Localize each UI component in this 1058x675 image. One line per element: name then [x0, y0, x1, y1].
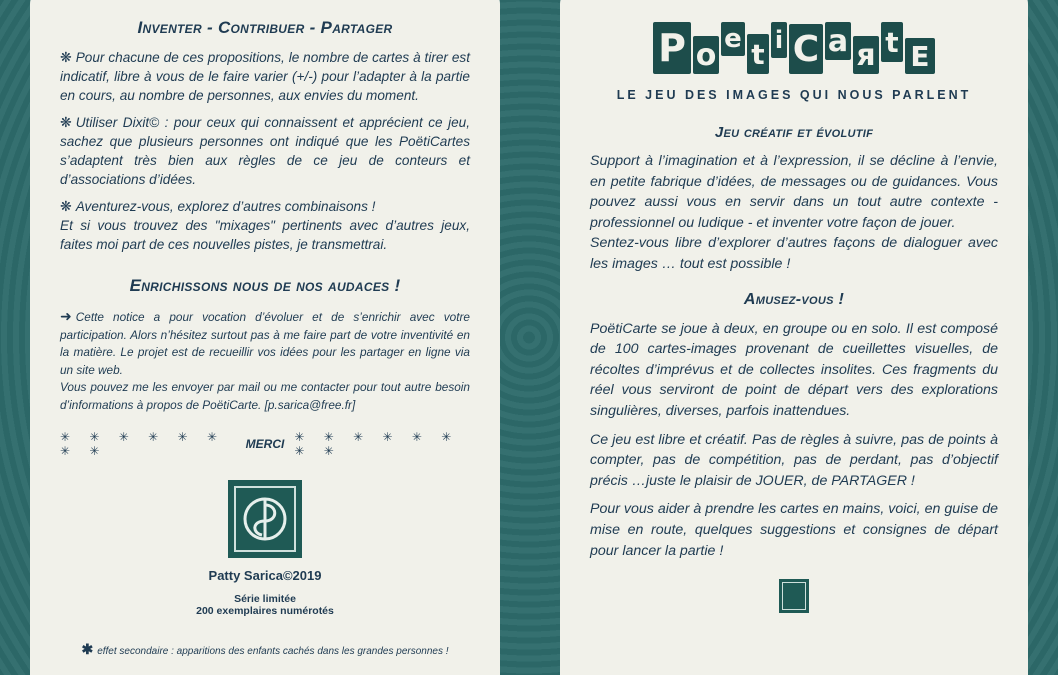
- ps-monogram-logo-icon: [779, 579, 809, 613]
- star-icon: ✱: [81, 641, 94, 657]
- merci-divider: [60, 430, 470, 458]
- section-title-enrichissons: Enrichissons nous de nos audaces !: [129, 276, 401, 295]
- paragraph-propositions: [60, 48, 470, 105]
- poeticarte-logo: [590, 22, 998, 74]
- paragraph-support: Support à l’imagination et à l’expression, il se décline à l’envie, en petite fabrique d’idées, de messages ou de guidances. Vous pouvez aussi vous en servir dans un tout autre contexte - professionnel ou ludique - et inventer votre façon de jouer.: [590, 153, 998, 231]
- right-presentation-panel: [560, 0, 1028, 675]
- paragraph-contact: Vous pouvez me les envoyer par mail ou me contacter pour tout autre besoin d’informations à propos de PoëtiCarte. [p.sarica@free.fr]: [60, 380, 470, 412]
- brand-letter-tile: o: [693, 36, 719, 74]
- asterisk-bullet-icon: ❋: [60, 114, 72, 130]
- asterisk-bullet-icon: ❋: [60, 198, 72, 214]
- paragraph-dixit: [60, 113, 470, 189]
- paragraph-sentez-vous: Sentez-vous libre d’explorer d’autres façons de dialoguer avec les images … tout est possible !: [590, 235, 998, 272]
- arrow-right-icon: ➜: [60, 308, 72, 324]
- brand-letter-tile: e: [721, 22, 745, 56]
- section-title-jeu-creatif: Jeu créatif et évolutif: [714, 124, 874, 141]
- brand-letter-tile: t: [881, 22, 903, 62]
- paragraph-mixages: Et si vous trouvez des "mixages" pertinents avec d’autres jeux, faites moi part de ces nouvelles pistes, je transmettrai.: [60, 218, 470, 252]
- paragraph-aide: Pour vous aider à prendre les cartes en mains, voici, en guise de mise en route, quelques suggestions et consignes de départ pour lancer la partie !: [590, 501, 998, 559]
- paragraph-text: Cette notice a pour vocation d’évoluer et de s’enrichir avec votre participation. Alors n’hésitez surtout pas à me faire part de votre inventivité en la matière. Le projet est de recueillir vos idées pour les partager en ligne via un site web.: [60, 310, 470, 377]
- tagline: LE JEU DES IMAGES QUI NOUS PARLENT: [616, 88, 972, 102]
- brand-letter-tile: E: [905, 38, 935, 74]
- section-title-amusez-vous: Amusez-vous !: [743, 290, 845, 308]
- edition-count: 200 exemplaires numérotés: [196, 605, 334, 617]
- paragraph-libre: Ce jeu est libre et créatif. Pas de règles à suivre, pas de points à compter, pas de compétition, pas de perdant, pas d’objectif précis …juste le plaisir de JOUER, de PARTAGER !: [590, 431, 998, 489]
- left-notice-panel: [30, 0, 500, 675]
- footnote-text: effet secondaire : apparitions des enfants cachés dans les grandes personnes !: [97, 646, 449, 657]
- paragraph-notice: [60, 308, 470, 379]
- star-icon: ✳ ✳ ✳ ✳ ✳ ✳ ✳ ✳: [60, 430, 225, 458]
- brand-letter-tile: i: [771, 22, 787, 58]
- footnote: [60, 641, 470, 658]
- brand-letter-tile: я: [853, 36, 879, 74]
- brand-letter-tile: P: [653, 22, 691, 74]
- edition-label: Série limitée: [234, 593, 296, 605]
- ps-monogram-logo-icon: [228, 480, 302, 558]
- brand-letter-tile: C: [789, 24, 823, 74]
- brand-letter-tile: a: [825, 22, 851, 60]
- paragraph-composition: PoëtiCarte se joue à deux, en groupe ou en solo. Il est composé de 100 cartes-images provenant de cueillettes visuelles, de récoltes d’imprévus et de collectes insolites. Ces fragments du réel vous serviront de point de départ vers des explorations singulières, diverses, parfois inattendues.: [590, 320, 998, 419]
- asterisk-bullet-icon: ❋: [60, 49, 72, 65]
- merci-label: MERCI: [245, 437, 285, 451]
- logo-container: [60, 480, 470, 558]
- star-icon: ✳ ✳ ✳ ✳ ✳ ✳ ✳ ✳: [294, 430, 460, 458]
- brand-letter-tile: t: [747, 34, 769, 74]
- section-title-inventer: Inventer - Contribuer - Partager: [137, 18, 393, 37]
- paragraph-text: Utiliser Dixit© : pour ceux qui connaissent et apprécient ce jeu, sachez que plusieurs personnes ont indiqué que les PoëtiCartes s’adaptent très bien aux règles de ce jeu de conteurs et d’associations d’idées.: [60, 115, 470, 187]
- paragraph-text: Pour chacune de ces propositions, le nombre de cartes à tirer est indicatif, libre à vous de le faire varier (+/-) pour l’adapter à la partie en cours, au nombre de personnes, aux envies du moment.: [60, 50, 470, 103]
- paragraph-aventurez: [60, 197, 470, 216]
- author-credit: Patty Sarica©2019: [208, 568, 322, 583]
- mini-logo-container: [590, 579, 998, 613]
- paragraph-text: Aventurez-vous, explorez d’autres combinaisons !: [75, 199, 376, 214]
